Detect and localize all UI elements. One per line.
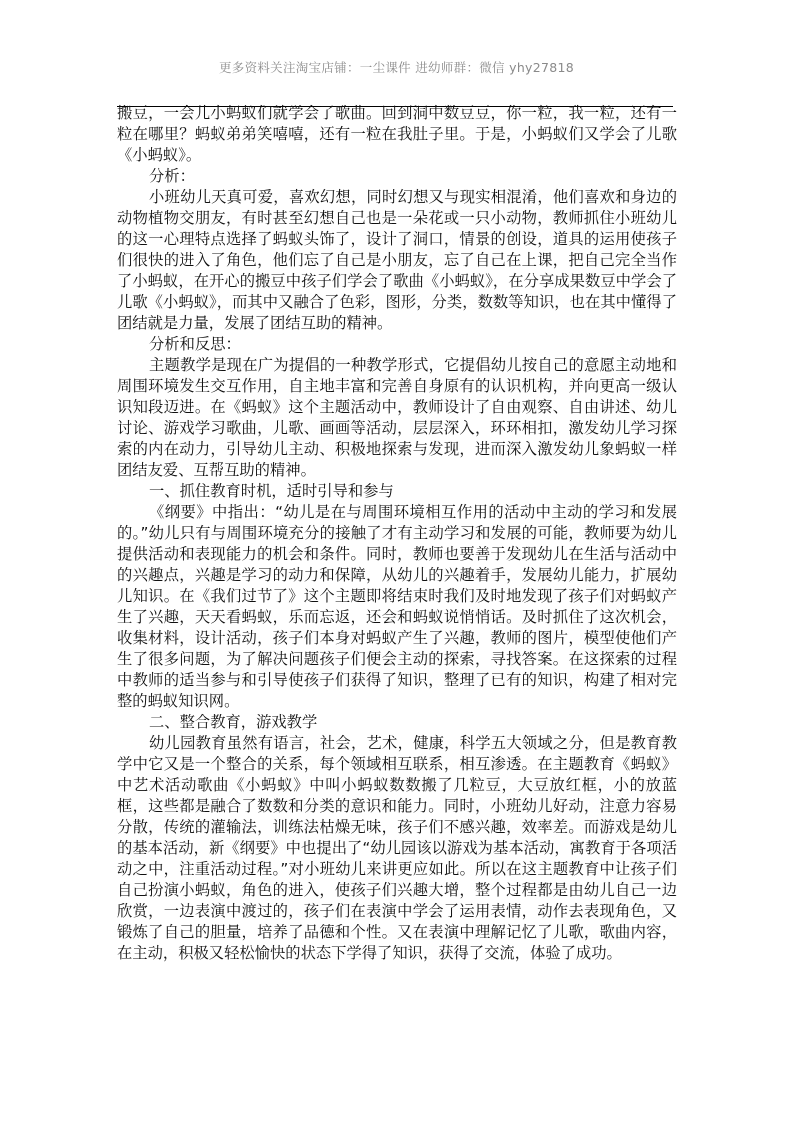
- paragraph-continuation: 搬豆，一会儿小蚂蚁们就学会了歌曲。回到洞中数豆豆，你一粒，我一粒，还有一粒在哪里？蚂蚁弟弟笑嘻嘻，还有一粒在我肚子里。于是，小蚂蚁们又学会了儿歌《小蚂蚁》。: [117, 104, 677, 164]
- page-header: 更多资料关注淘宝店铺：一尘课件 进幼师群：微信 yhy27818: [218, 60, 575, 75]
- paragraph-section-1: 《纲要》中指出：“幼儿是在与周围环境相互作用的活动中主动的学习和发展的。”幼儿只有与周围环境充分的接触了才有主动学习和发展的可能，教师要为幼儿提供活动和表现能力的机会和条件。同时，教师也要善于发现幼儿在生活与活动中的兴趣点，兴趣是学习的动力和保障，从幼儿的兴趣着手，发展幼儿能力，扩展幼儿知识。在《我们过节了》这个主题即将结束时我们及时地发现了孩子们对蚂蚁产生了兴趣，天天看蚂蚁，乐而忘返，还会和蚂蚁说悄悄话。及时抓住了这次机会，收集材料，设计活动，孩子们本身对蚂蚁产生了兴趣，教师的图片，模型使他们产生了很多问题，为了解决问题孩子们便会主动的探索，寻找答案。在这探索的过程中教师的适当参与和引导使孩子们获得了知识，整理了已有的知识，构建了相对完整的蚂蚁知识网。: [117, 503, 677, 710]
- section-heading-2: 二、整合教育，游戏教学: [149, 713, 318, 731]
- heading-reflection: 分析和反思：: [149, 335, 241, 353]
- document-body: [117, 103, 677, 964]
- paragraph-reflection: 主题教学是现在广为提倡的一种教学形式，它提倡幼儿按自己的意愿主动地和周围环境发生交互作用，自主地丰富和完善自身原有的认识机构，并向更高一级认识知段迈进。在《蚂蚁》这个主题活动中，教师设计了自由观察、自由讲述、幼儿讨论、游戏学习歌曲，儿歌、画画等活动，层层深入，环环相扣，激发幼儿学习探索的内在动力，引导幼儿主动、积极地探索与发现，进而深入激发幼儿象蚂蚁一样团结友爱、互帮互助的精神。: [117, 356, 677, 479]
- heading-analysis: 分析：: [149, 167, 195, 185]
- section-heading-1: 一、抓住教育时机，适时引导和参与: [149, 482, 394, 500]
- paragraph-section-2: 幼儿园教育虽然有语言，社会，艺术，健康，科学五大领域之分，但是教育教学中它又是一个整合的关系，每个领域相互联系，相互渗透。在主题教育《蚂蚁》中艺术活动歌曲《小蚂蚁》中叫小蚂蚁数数搬了几粒豆，大豆放红框，小的放蓝框，这些都是融合了数数和分类的意识和能力。同时，小班幼儿好动，注意力容易分散，传统的灌输法，训练法枯燥无味，孩子们不感兴趣，效率差。而游戏是幼儿的基本活动，新《纲要》中也提出了“幼儿园该以游戏为基本活动，寓教育于各项活动之中，注重活动过程。”对小班幼儿来讲更应如此。所以在这主题教育中让孩子们自己扮演小蚂蚁，角色的进入，使孩子们兴趣大增，整个过程都是由幼儿自己一边欣赏，一边表演中渡过的，孩子们在表演中学会了运用表情，动作去表现角色，又锻炼了自己的胆量，培养了品德和个性。又在表演中理解记忆了儿歌，歌曲内容，在主动，积极又轻松愉快的状态下学得了知识，获得了交流，体验了成功。: [117, 734, 677, 962]
- paragraph-analysis: 小班幼儿天真可爱，喜欢幻想，同时幻想又与现实相混淆，他们喜欢和身边的动物植物交朋友，有时甚至幻想自己也是一朵花或一只小动物，教师抓住小班幼儿的这一心理特点选择了蚂蚁头饰了，设计了洞口，情景的创设，道具的运用使孩子们很快的进入了角色，他们忘了自己是小朋友，忘了自己在上课，把自己完全当作了小蚂蚁，在开心的搬豆中孩子们学会了歌曲《小蚂蚁》，在分享成果数豆中学会了儿歌《小蚂蚁》，而其中又融合了色彩，图形，分类，数数等知识，也在其中懂得了团结就是力量，发展了团结互助的精神。: [117, 188, 677, 332]
